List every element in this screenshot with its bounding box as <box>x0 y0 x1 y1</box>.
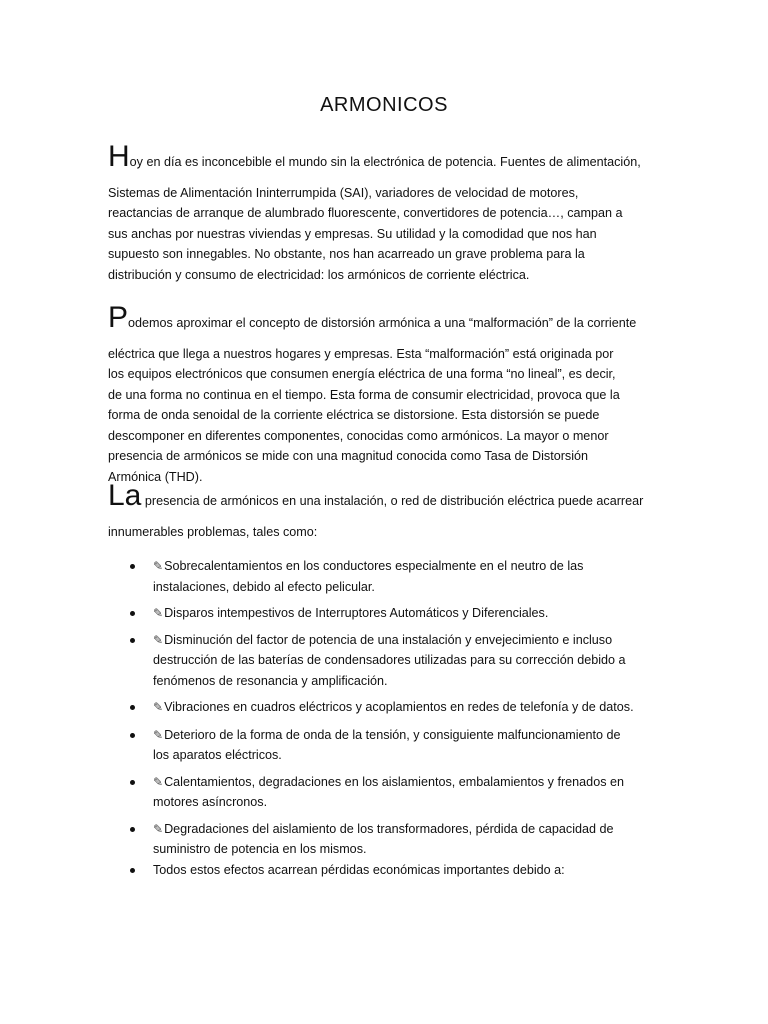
paragraph-first-line <box>108 140 641 173</box>
bullet-dot-icon <box>130 827 135 832</box>
bullet-dot-icon <box>130 868 135 873</box>
list-item-text: Deterioro de la forma de onda de la tensión, y consiguiente malfuncionamiento de los aparatos eléctricos. <box>153 727 621 762</box>
paragraph-first-line <box>108 479 644 512</box>
paragraph-body: innumerables problemas, tales como: <box>108 524 318 539</box>
bullet-dot-icon <box>130 564 135 569</box>
bullet-dot-icon <box>130 611 135 616</box>
list-item <box>108 697 638 718</box>
bullet-dot-icon <box>130 638 135 643</box>
first-line-text: presencia de armónicos en una instalación, o red de distribución eléctrica puede acarrear <box>141 494 644 508</box>
pencil-icon: ✎ <box>153 700 164 714</box>
list-item-text: Disminución del factor de potencia de una instalación y envejecimiento e incluso destrucción de las baterías de condensadores utilizadas para su corrección debido a fenómenos de resonancia y amplificación. <box>153 632 626 688</box>
list-item <box>108 819 638 860</box>
list-item-text: Sobrecalentamientos en los conductores especialmente en el neutro de las instalaciones, debido al efecto pelicular. <box>153 559 584 594</box>
bullet-dot-icon <box>130 733 135 738</box>
drop-cap: H <box>108 140 130 173</box>
list-item <box>108 860 638 881</box>
list-item-text: Degradaciones del aislamiento de los transformadores, pérdida de capacidad de suministro de potencia en los mismos. <box>153 821 614 856</box>
paragraph-intro <box>108 140 641 285</box>
pencil-icon: ✎ <box>153 821 164 836</box>
list-item-text: Calentamientos, degradaciones en los aislamientos, embalamientos y frenados en motores asíncronos. <box>153 774 624 809</box>
list-item <box>108 603 638 624</box>
paragraph-problems <box>108 479 644 542</box>
first-line-text: oy en día es inconcebible el mundo sin la electrónica de potencia. Fuentes de alimentación, <box>129 155 641 169</box>
bullet-dot-icon <box>130 780 135 785</box>
pencil-icon: ✎ <box>153 632 164 647</box>
list-item <box>108 772 638 813</box>
pencil-icon: ✎ <box>153 774 164 789</box>
list-item-text: Vibraciones en cuadros eléctricos y acoplamientos en redes de telefonía y de datos. <box>164 700 634 714</box>
paragraph-distortion <box>108 301 637 487</box>
document-title: ARMONICOS <box>320 94 448 116</box>
drop-cap: La <box>108 479 142 512</box>
paragraph-body: Sistemas de Alimentación Ininterrumpida (SAI), variadores de velocidad de motores, reactancias de arranque de alumbrado fluorescente, convertidores de potencia…, campan a sus anchas por nuestras viviendas y empresas. Su utilidad y la comodidad que nos han supuesto son innegables. No obstante, nos han acarreado un grave problema para la distribución y consumo de electricidad: los armónicos de corriente eléctrica. <box>108 185 623 282</box>
list-item-text: Disparos intempestivos de Interruptores Automáticos y Diferenciales. <box>164 606 549 620</box>
list-item-text: Todos estos efectos acarrean pérdidas económicas importantes debido a: <box>153 862 565 877</box>
pencil-icon: ✎ <box>153 559 164 573</box>
list-item <box>108 630 638 692</box>
problems-list <box>108 556 638 880</box>
paragraph-first-line <box>108 301 637 334</box>
pencil-icon: ✎ <box>153 606 164 620</box>
list-item <box>108 556 638 597</box>
paragraph-body: eléctrica que llega a nuestros hogares y empresas. Esta “malformación” está originada por los equipos electrónicos que consumen energía eléctrica de una forma “no lineal”, es decir, de una forma no continua en el tiempo. Esta forma de consumir electricidad, provoca que la forma de onda senoidal de la corriente eléctrica se distorsione. Esta distorsión se puede descomponer en diferentes componentes, conocidas como armónicos. La mayor o menor presencia de armónicos se mide con una magnitud conocida como Tasa de Distorsión Armónica (THD). <box>108 346 620 484</box>
drop-cap: P <box>108 301 129 334</box>
pencil-icon: ✎ <box>153 727 164 742</box>
bullet-dot-icon <box>130 705 135 710</box>
list-item <box>108 725 638 766</box>
first-line-text: odemos aproximar el concepto de distorsión armónica a una “malformación” de la corriente <box>128 316 637 330</box>
